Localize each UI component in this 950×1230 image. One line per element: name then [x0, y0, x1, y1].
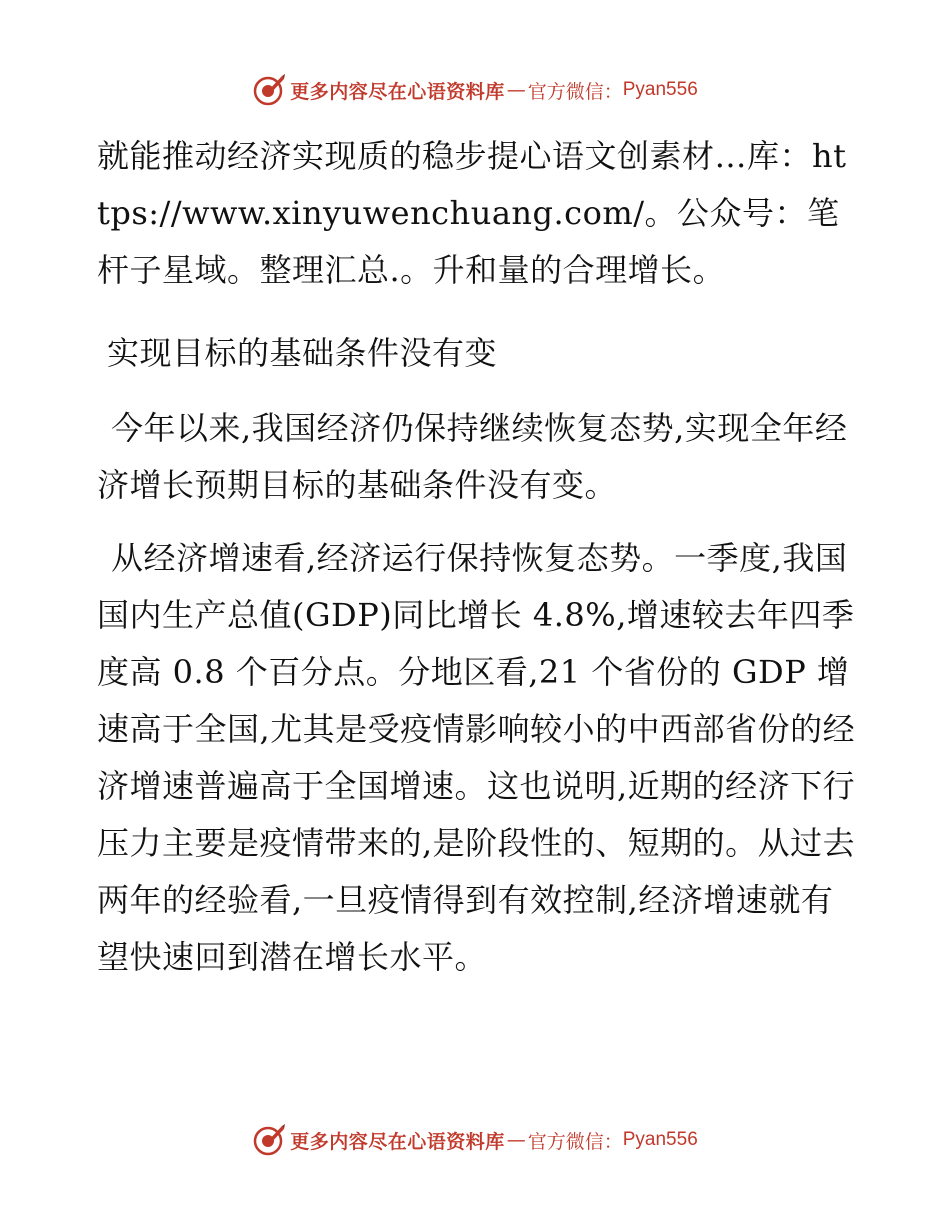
banner-wechat-id: Pyan556 [622, 1129, 698, 1150]
paragraph-recovery: 今年以来,我国经济仍保持继续恢复态势,实现全年经济增长预期目标的基础条件没有变。 [97, 409, 848, 504]
quill-logo-icon [252, 73, 286, 107]
quill-logo-icon [252, 1123, 286, 1157]
banner-wechat-label: 官方微信： [527, 1130, 623, 1153]
banner-dash: — [506, 79, 526, 101]
paragraph-growth: 从经济增速看,经济运行保持恢复态势。一季度,我国国内生产总值(GDP)同比增长 4.8%,增速较去年四季度高 0.8 个百分点。分地区看,21 个省份的 GDP 增速高于全国,尤其是受疫情影响较小的中西部省份的经济增速普遍高于全国增速。这也说明,近期的经济下行压力主要是疫情带来的,是阶段性的、短期的。从过去两年的经验看,一旦疫情得到有效控制,经济增速就有望快速回到潜在增长水平。 [97, 539, 856, 976]
banner-wechat-id: Pyan556 [622, 79, 698, 100]
banner-wechat-label: 官方微信： [527, 80, 623, 103]
document-body [97, 128, 857, 1002]
section-heading: 实现目标的基础条件没有变 [107, 334, 498, 372]
banner-brand: 更多内容尽在心语资料库 [290, 80, 505, 103]
header-banner [0, 70, 950, 110]
paragraph-intro: 就能推动经济实现质的稳步提心语文创素材…库：https://www.xinyuwenchuang.com/。公众号：笔杆子星域。整理汇总.。升和量的合理增长。 [97, 137, 847, 289]
footer-banner [0, 1120, 950, 1160]
banner-brand: 更多内容尽在心语资料库 [290, 1130, 505, 1153]
banner-dash: — [506, 1129, 526, 1151]
